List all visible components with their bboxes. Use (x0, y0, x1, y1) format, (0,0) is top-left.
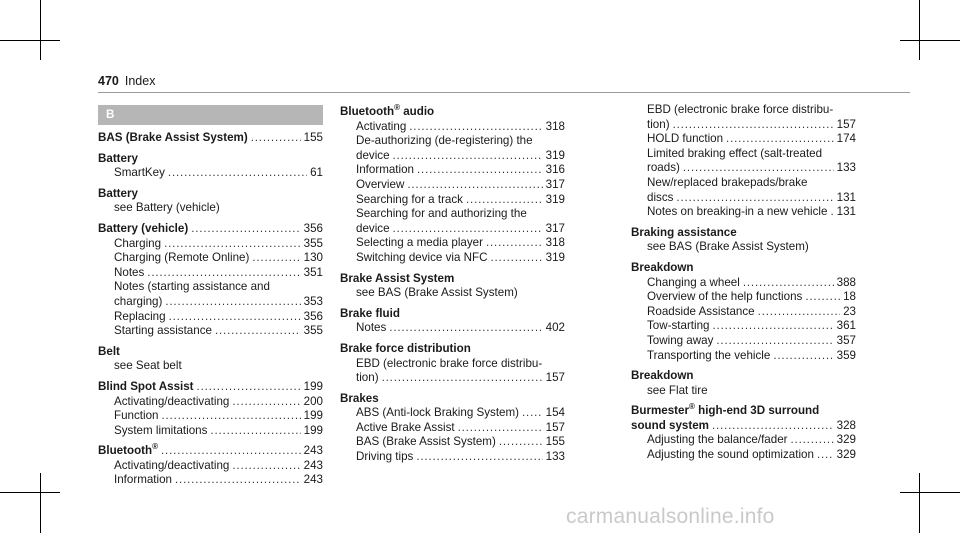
leader-dots (382, 371, 543, 386)
index-subentry (98, 166, 323, 181)
index-entry (98, 152, 323, 181)
page-reference[interactable]: 243 (303, 444, 323, 458)
index-subentry (340, 435, 565, 450)
entry-text: Belt (98, 344, 120, 358)
leader-dots (161, 409, 300, 424)
entry-text: BAS (Brake Assist System) (98, 131, 248, 144)
page-reference[interactable]: 361 (836, 319, 856, 333)
index-subentry (98, 409, 323, 424)
leader-dots (416, 450, 542, 465)
index-subentry (340, 321, 565, 336)
leader-dots (791, 433, 834, 448)
index-subentry (340, 178, 565, 193)
entry-text: Limited braking effect (salt-treated (647, 146, 823, 160)
entry-text: Tow-starting (647, 319, 710, 333)
index-subentry (631, 103, 856, 118)
index-subentry (631, 205, 856, 220)
index-heading (98, 444, 323, 459)
leader-dots (232, 395, 300, 410)
entry-text: Braking assistance (631, 225, 737, 239)
page-reference[interactable]: 199 (303, 423, 323, 437)
entry-text: Adjusting the sound optimization (647, 448, 814, 462)
leader-dots (252, 251, 300, 266)
leader-dots (499, 435, 543, 450)
entry-text: New/replaced brakepads/brake (647, 175, 808, 189)
page-reference[interactable]: 402 (545, 321, 565, 335)
entry-text: Bluetooth® audio (340, 103, 435, 118)
leader-dots (522, 406, 543, 421)
leader-dots (676, 191, 833, 206)
page-reference[interactable]: 133 (545, 450, 565, 464)
page-reference[interactable]: 356 (303, 221, 323, 235)
page-reference[interactable]: 157 (545, 371, 565, 385)
page-number: 470 (98, 74, 119, 88)
page-reference[interactable]: 155 (303, 131, 323, 144)
index-subentry (98, 280, 323, 295)
leader-dots (210, 424, 300, 439)
leader-dots (805, 290, 840, 305)
page-reference[interactable]: 319 (545, 192, 565, 206)
index-subentry (631, 448, 856, 463)
entry-text: Information (114, 473, 172, 487)
entry-text: see BAS (Brake Assist System) (647, 240, 809, 254)
crop-mark (40, 473, 41, 533)
index-subentry (98, 459, 323, 474)
index-entry (98, 222, 323, 339)
index-heading (631, 419, 856, 434)
entry-text: see BAS (Brake Assist System) (356, 286, 518, 300)
entry-text: Active Brake Assist (356, 420, 455, 434)
crop-mark (919, 0, 920, 60)
page-reference[interactable]: 351 (303, 265, 323, 279)
index-heading (98, 152, 323, 167)
entry-text: Selecting a media player (356, 236, 483, 250)
page-reference[interactable]: 359 (836, 348, 856, 362)
entry-text: tion) (356, 371, 379, 385)
index-subentry (631, 240, 856, 255)
page-reference[interactable]: 329 (836, 448, 856, 462)
entry-text: EBD (electronic brake force distribu- (356, 356, 543, 370)
index-entry (340, 272, 565, 301)
index-subentry (98, 237, 323, 252)
page-reference[interactable]: 154 (545, 406, 565, 420)
entry-text: Brakes (340, 391, 379, 405)
leader-dots (490, 251, 542, 266)
entry-text: Bluetooth® (98, 442, 158, 458)
index-subentry (98, 295, 323, 310)
leader-dots (197, 380, 301, 395)
page-reference[interactable]: 319 (545, 250, 565, 264)
entry-text: Overview (356, 177, 405, 191)
entry-text: De-authorizing (de-registering) the (356, 134, 533, 148)
page-reference[interactable]: 329 (836, 433, 856, 447)
page-reference[interactable]: 18 (843, 290, 856, 304)
leader-dots (409, 120, 542, 135)
leader-dots (393, 222, 543, 237)
page-reference[interactable]: 131 (836, 190, 856, 204)
entry-text: Battery (vehicle) (98, 221, 189, 235)
leader-dots (168, 166, 307, 181)
page-reference[interactable]: 357 (836, 333, 856, 347)
crop-mark (900, 492, 960, 493)
index-column-1 (98, 105, 323, 494)
page-reference[interactable]: 388 (836, 275, 856, 289)
index-subentry (631, 176, 856, 191)
index-subentry (98, 359, 323, 374)
leader-dots (683, 161, 834, 176)
index-subentry (340, 149, 565, 164)
index-subentry (631, 349, 856, 364)
page-reference[interactable]: 130 (303, 251, 323, 265)
index-subentry (631, 319, 856, 334)
page-reference[interactable]: 157 (836, 117, 856, 131)
leader-dots (251, 131, 301, 146)
page-reference[interactable]: 317 (545, 177, 565, 191)
index-entry (340, 307, 565, 336)
index-subentry (340, 163, 565, 178)
index-subentry (631, 118, 856, 133)
index-subentry (98, 473, 323, 488)
index-entry (98, 131, 323, 146)
leader-dots (712, 419, 834, 434)
leader-dots (165, 295, 300, 310)
index-subentry (98, 201, 323, 216)
index-heading (631, 404, 856, 419)
leader-dots (486, 236, 543, 251)
entry-text: Notes on breaking-in a new vehicle (647, 205, 828, 219)
index-subentry (631, 132, 856, 147)
index-subentry (631, 161, 856, 176)
index-entry (98, 444, 323, 488)
entry-text: Searching for and authorizing the (356, 207, 527, 221)
leader-dots (169, 310, 301, 325)
entry-text: Changing a wheel (647, 275, 740, 289)
crop-mark (0, 40, 60, 41)
entry-text: tion) (647, 117, 670, 131)
entry-text: Notes (114, 265, 145, 279)
leader-dots (716, 334, 833, 349)
leader-dots (458, 421, 543, 436)
crop-mark (900, 40, 960, 41)
header-rule (98, 92, 910, 93)
entry-text: Notes (starting assistance and (114, 280, 270, 294)
entry-text: discs (647, 190, 674, 204)
page-reference[interactable]: 355 (303, 324, 323, 338)
entry-text: Information (356, 163, 414, 177)
entry-text: Searching for a track (356, 192, 463, 206)
crop-mark (0, 492, 60, 493)
entry-text: Replacing (114, 309, 166, 323)
watermark: carmanualsonline.info (566, 505, 775, 528)
index-heading (631, 369, 856, 384)
index-entry (98, 345, 323, 374)
page-reference[interactable]: 353 (303, 294, 323, 308)
index-subentry (631, 334, 856, 349)
leader-dots (726, 132, 834, 147)
index-subentry (98, 324, 323, 339)
leader-dots (175, 473, 301, 488)
index-subentry (631, 147, 856, 162)
page-reference[interactable]: 157 (545, 420, 565, 434)
entry-text: Brake Assist System (340, 271, 455, 285)
index-subentry (340, 450, 565, 465)
page-header (98, 74, 155, 88)
entry-text: Roadside Assistance (647, 304, 755, 318)
entry-text: Charging (114, 236, 162, 250)
leader-dots (713, 319, 834, 334)
entry-text: Activating/deactivating (114, 394, 230, 408)
leader-dots (773, 349, 833, 364)
entry-text: BAS (Brake Assist System) (356, 435, 496, 449)
page-reference[interactable]: 199 (303, 409, 323, 423)
page-reference[interactable]: 243 (303, 458, 323, 472)
index-subentry (631, 276, 856, 291)
index-heading (340, 105, 565, 120)
index-subentry (340, 251, 565, 266)
entry-text: Activating/deactivating (114, 458, 230, 472)
entry-text: device (356, 148, 390, 162)
index-subentry (340, 286, 565, 301)
index-subentry (631, 384, 856, 399)
page-reference[interactable]: 131 (836, 205, 856, 219)
leader-dots (161, 444, 301, 459)
leader-dots (147, 266, 300, 281)
page-reference[interactable]: 61 (310, 166, 323, 180)
index-subentry (340, 207, 565, 222)
page-reference[interactable]: 328 (836, 418, 856, 432)
entry-text: sound system (631, 418, 709, 432)
entry-text: charging) (114, 294, 163, 308)
crop-mark (40, 0, 41, 60)
entry-text: HOLD function (647, 132, 724, 146)
index-subentry (98, 310, 323, 325)
page-reference[interactable]: 316 (545, 163, 565, 177)
entry-text: Switching device via NFC (356, 250, 488, 264)
index-subentry (340, 371, 565, 386)
leader-dots (830, 205, 833, 220)
entry-text: Brake fluid (340, 306, 400, 320)
index-heading (98, 380, 323, 395)
index-heading (98, 222, 323, 237)
index-heading (340, 342, 565, 357)
leader-dots (389, 321, 542, 336)
entry-text: Battery (98, 186, 138, 200)
leader-dots (743, 276, 834, 291)
page-reference[interactable]: 355 (303, 236, 323, 250)
entry-text: Towing away (647, 333, 714, 347)
entry-text: Blind Spot Assist (98, 379, 194, 393)
page-reference[interactable]: 155 (545, 435, 565, 449)
crop-mark (919, 473, 920, 533)
entry-text: EBD (electronic brake force distribu- (647, 103, 834, 116)
entry-text: device (356, 221, 390, 235)
index-entry (340, 105, 565, 266)
index-subentry (631, 290, 856, 305)
entry-text: Driving tips (356, 450, 414, 464)
entry-text: Activating (356, 119, 407, 133)
index-entry (340, 392, 565, 465)
index-entry (631, 369, 856, 398)
leader-dots (417, 163, 543, 178)
index-entry (631, 226, 856, 255)
entry-text: Function (114, 409, 159, 423)
page-reference[interactable]: 23 (843, 304, 856, 318)
entry-text: see Battery (vehicle) (114, 201, 220, 215)
leader-dots (215, 324, 301, 339)
index-entry (98, 187, 323, 216)
entry-text: Transporting the vehicle (647, 348, 771, 362)
index-subentry (340, 421, 565, 436)
index-heading (340, 307, 565, 322)
entry-text: System limitations (114, 423, 208, 437)
leader-dots (164, 237, 301, 252)
entry-text: see Seat belt (114, 359, 182, 373)
entry-text: Battery (98, 151, 138, 165)
index-subentry (98, 266, 323, 281)
index-heading (631, 261, 856, 276)
leader-dots (393, 149, 543, 164)
page-reference[interactable]: 318 (545, 236, 565, 250)
entry-text: Overview of the help functions (647, 290, 803, 304)
page-reference[interactable]: 318 (545, 119, 565, 133)
entry-text: see Flat tire (647, 383, 708, 397)
index-entry (340, 342, 565, 386)
index-subentry (340, 193, 565, 208)
leader-dots (232, 459, 300, 474)
entry-text: Brake force distribution (340, 341, 471, 355)
index-column-2 (340, 105, 565, 471)
index-column-3 (631, 103, 856, 469)
page-reference[interactable]: 243 (303, 473, 323, 487)
page-reference[interactable]: 200 (303, 394, 323, 408)
index-heading (98, 131, 323, 146)
index-heading (98, 345, 323, 360)
leader-dots (466, 193, 543, 208)
index-heading (340, 392, 565, 407)
page-reference[interactable]: 317 (545, 221, 565, 235)
index-subentry (98, 251, 323, 266)
index-heading (98, 187, 323, 202)
index-subentry (340, 120, 565, 135)
entry-text: Notes (356, 321, 387, 335)
page-title: Index (124, 74, 156, 88)
index-subentry (631, 191, 856, 206)
leader-dots (673, 118, 834, 133)
index-subentry (340, 236, 565, 251)
entry-text: Adjusting the balance/fader (647, 433, 788, 447)
entry-text: SmartKey (114, 166, 165, 180)
index-subentry (631, 433, 856, 448)
entry-text: Charging (Remote Online) (114, 251, 250, 265)
page-reference[interactable]: 174 (836, 132, 856, 146)
entry-text: ABS (Anti-lock Braking System) (356, 406, 520, 420)
index-heading (631, 226, 856, 241)
leader-dots (758, 305, 840, 320)
entry-text: Breakdown (631, 260, 694, 274)
page-reference[interactable]: 319 (545, 148, 565, 162)
page-reference[interactable]: 199 (303, 379, 323, 393)
index-subentry (340, 134, 565, 149)
index-entry (631, 103, 856, 220)
page-reference[interactable]: 356 (303, 309, 323, 323)
index-subentry (340, 406, 565, 421)
entry-text: Breakdown (631, 369, 694, 383)
leader-dots (407, 178, 542, 193)
index-entry (98, 380, 323, 438)
index-subentry (631, 305, 856, 320)
entry-text: Burmester® high-end 3D surround (631, 402, 820, 418)
leader-dots (191, 222, 300, 237)
entry-text: Starting assistance (114, 324, 212, 338)
index-heading (340, 272, 565, 287)
index-subentry (98, 395, 323, 410)
entry-text: roads) (647, 161, 680, 175)
leader-dots (817, 448, 834, 463)
page-reference[interactable]: 133 (836, 161, 856, 175)
index-subentry (340, 357, 565, 372)
index-subentry (98, 424, 323, 439)
index-entry (631, 261, 856, 363)
index-subentry (340, 222, 565, 237)
section-letter: B (98, 105, 323, 125)
index-entry (631, 404, 856, 462)
